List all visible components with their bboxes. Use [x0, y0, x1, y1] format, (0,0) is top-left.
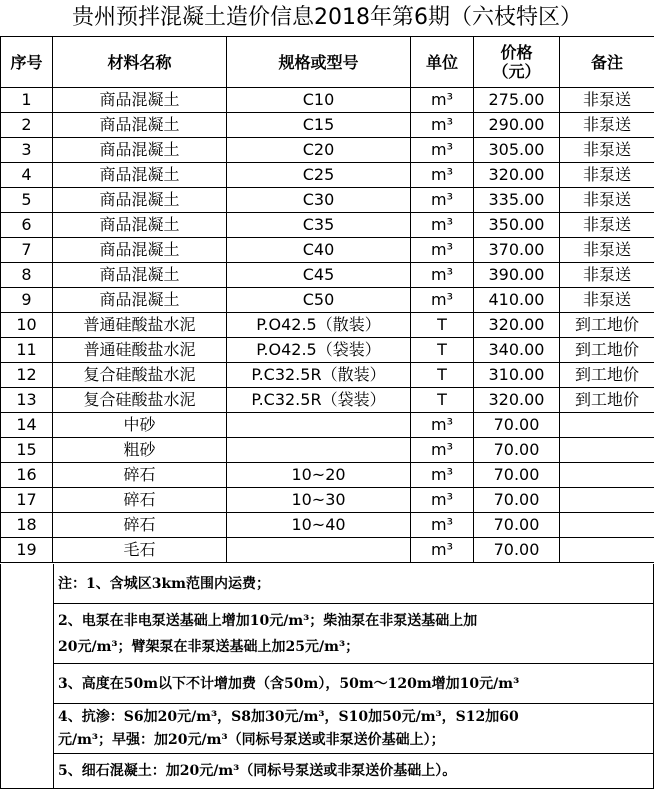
- table-row: [1, 188, 654, 213]
- cell-price: 370.00: [474, 238, 560, 263]
- header-unit: 单位: [411, 37, 474, 88]
- header-price-line1: 价格: [500, 43, 533, 62]
- cell-price: 350.00: [474, 213, 560, 238]
- note-1: [54, 564, 653, 604]
- cell-name: 毛石: [53, 538, 227, 563]
- note-4-line2: 元/m³；早强：加20元/m³（同标号泵送或非泵送价基础上）；: [58, 732, 445, 748]
- cell-price: 70.00: [474, 463, 560, 488]
- header-remark: 备注: [560, 37, 654, 88]
- cell-no: 8: [1, 263, 53, 288]
- cell-no: 12: [1, 363, 53, 388]
- cell-spec: P.O42.5（散装）: [227, 313, 411, 338]
- cell-unit: m³: [411, 138, 474, 163]
- table-row: [1, 513, 654, 538]
- cell-name: 商品混凝土: [53, 238, 227, 263]
- cell-spec: 10~30: [227, 488, 411, 513]
- table-row: [1, 88, 654, 113]
- cell-price: 305.00: [474, 138, 560, 163]
- cell-remark: 非泵送: [560, 288, 654, 313]
- cell-unit: m³: [411, 113, 474, 138]
- table-row: [1, 313, 654, 338]
- cell-spec: 10~20: [227, 463, 411, 488]
- cell-remark: [560, 463, 654, 488]
- cell-no: 1: [1, 88, 53, 113]
- cell-unit: m³: [411, 513, 474, 538]
- table-body: [1, 88, 654, 563]
- cell-no: 11: [1, 338, 53, 363]
- cell-no: 6: [1, 213, 53, 238]
- cell-no: 9: [1, 288, 53, 313]
- cell-remark: 非泵送: [560, 138, 654, 163]
- cell-spec: C35: [227, 213, 411, 238]
- cell-name: 粗砂: [53, 438, 227, 463]
- cell-spec: P.C32.5R（散装）: [227, 363, 411, 388]
- cell-spec: [227, 538, 411, 563]
- cell-price: 290.00: [474, 113, 560, 138]
- cell-spec: C50: [227, 288, 411, 313]
- header-price-line2: （元）: [492, 62, 541, 81]
- cell-name: 商品混凝土: [53, 188, 227, 213]
- cell-remark: 到工地价: [560, 363, 654, 388]
- cell-remark: 非泵送: [560, 163, 654, 188]
- cell-remark: 非泵送: [560, 88, 654, 113]
- cell-spec: C10: [227, 88, 411, 113]
- cell-spec: [227, 438, 411, 463]
- note-2: [54, 604, 653, 664]
- note-1-text: 注：1、含城区3km范围内运费；: [58, 576, 270, 592]
- table-header-row: [1, 37, 654, 88]
- cell-spec: P.C32.5R（袋装）: [227, 388, 411, 413]
- cell-remark: 非泵送: [560, 238, 654, 263]
- cell-name: 碎石: [53, 513, 227, 538]
- cell-remark: 非泵送: [560, 263, 654, 288]
- cell-no: 7: [1, 238, 53, 263]
- cell-price: 390.00: [474, 263, 560, 288]
- cell-unit: m³: [411, 188, 474, 213]
- note-2-line2: 20元/m³；臂架泵在非泵送基础上加25元/m³；: [58, 639, 360, 655]
- cell-spec: C45: [227, 263, 411, 288]
- cell-spec: 10~40: [227, 513, 411, 538]
- page-title: 贵州预拌混凝土造价信息2018年第6期（六枝特区）: [72, 5, 582, 30]
- cell-remark: 非泵送: [560, 113, 654, 138]
- cell-no: 16: [1, 463, 53, 488]
- table-row: [1, 488, 654, 513]
- cell-price: 335.00: [474, 188, 560, 213]
- cell-price: 320.00: [474, 388, 560, 413]
- cell-price: 410.00: [474, 288, 560, 313]
- cell-remark: [560, 538, 654, 563]
- table-row: [1, 138, 654, 163]
- cell-price: 310.00: [474, 363, 560, 388]
- cell-unit: T: [411, 363, 474, 388]
- cell-unit: m³: [411, 288, 474, 313]
- table-row: [1, 463, 654, 488]
- cell-no: 18: [1, 513, 53, 538]
- table-row: [1, 338, 654, 363]
- price-table: [0, 36, 654, 563]
- cell-no: 10: [1, 313, 53, 338]
- cell-spec: C40: [227, 238, 411, 263]
- cell-no: 2: [1, 113, 53, 138]
- cell-unit: m³: [411, 163, 474, 188]
- cell-remark: [560, 513, 654, 538]
- cell-unit: T: [411, 313, 474, 338]
- cell-price: 320.00: [474, 313, 560, 338]
- cell-price: 70.00: [474, 513, 560, 538]
- cell-remark: 到工地价: [560, 338, 654, 363]
- note-5-text: 5、细石混凝土：加20元/m³（同标号泵送或非泵送价基础上）。: [58, 763, 457, 779]
- cell-unit: m³: [411, 463, 474, 488]
- cell-remark: 非泵送: [560, 188, 654, 213]
- cell-name: 普通硅酸盐水泥: [53, 313, 227, 338]
- note-3: [54, 664, 653, 704]
- table-row: [1, 363, 654, 388]
- note-3-text: 3、高度在50m以下不计增加费（含50m），50m～120m增加10元/m³: [58, 676, 520, 692]
- cell-name: 商品混凝土: [53, 113, 227, 138]
- cell-remark: [560, 438, 654, 463]
- cell-price: 70.00: [474, 488, 560, 513]
- cell-unit: m³: [411, 413, 474, 438]
- cell-spec: C30: [227, 188, 411, 213]
- header-no: 序号: [1, 37, 53, 88]
- table-row: [1, 413, 654, 438]
- cell-remark: [560, 413, 654, 438]
- table-row: [1, 538, 654, 563]
- notes-box: [53, 564, 653, 788]
- cell-price: 340.00: [474, 338, 560, 363]
- cell-name: 商品混凝土: [53, 263, 227, 288]
- cell-remark: 非泵送: [560, 213, 654, 238]
- header-price: [474, 37, 560, 88]
- cell-unit: m³: [411, 213, 474, 238]
- cell-name: 碎石: [53, 488, 227, 513]
- cell-price: 70.00: [474, 538, 560, 563]
- cell-name: 商品混凝土: [53, 88, 227, 113]
- header-spec: 规格或型号: [227, 37, 411, 88]
- cell-spec: C15: [227, 113, 411, 138]
- cell-name: 复合硅酸盐水泥: [53, 388, 227, 413]
- cell-price: 70.00: [474, 438, 560, 463]
- cell-price: 70.00: [474, 413, 560, 438]
- table-row: [1, 213, 654, 238]
- table-row: [1, 238, 654, 263]
- cell-remark: 到工地价: [560, 388, 654, 413]
- cell-unit: m³: [411, 238, 474, 263]
- cell-spec: P.O42.5（袋装）: [227, 338, 411, 363]
- cell-name: 碎石: [53, 463, 227, 488]
- cell-unit: m³: [411, 538, 474, 563]
- table-row: [1, 438, 654, 463]
- cell-price: 275.00: [474, 88, 560, 113]
- cell-spec: C25: [227, 163, 411, 188]
- cell-no: 13: [1, 388, 53, 413]
- cell-unit: T: [411, 338, 474, 363]
- cell-spec: [227, 413, 411, 438]
- cell-unit: m³: [411, 88, 474, 113]
- cell-name: 商品混凝土: [53, 288, 227, 313]
- cell-no: 19: [1, 538, 53, 563]
- table-row: [1, 288, 654, 313]
- cell-name: 中砂: [53, 413, 227, 438]
- cell-no: 17: [1, 488, 53, 513]
- cell-no: 15: [1, 438, 53, 463]
- cell-price: 320.00: [474, 163, 560, 188]
- cell-name: 商品混凝土: [53, 163, 227, 188]
- notes-section: [0, 564, 654, 789]
- cell-unit: m³: [411, 263, 474, 288]
- cell-remark: [560, 488, 654, 513]
- table-row: [1, 388, 654, 413]
- note-2-line1: 2、电泵在非电泵送基础上增加10元/m³；柴油泵在非泵送基础上加: [58, 613, 478, 629]
- cell-unit: m³: [411, 438, 474, 463]
- cell-no: 5: [1, 188, 53, 213]
- cell-name: 复合硅酸盐水泥: [53, 363, 227, 388]
- table-row: [1, 263, 654, 288]
- cell-name: 商品混凝土: [53, 138, 227, 163]
- note-4-line1: 4、抗渗：S6加20元/m³，S8加30元/m³，S10加50元/m³，S12加60: [58, 709, 519, 725]
- cell-no: 14: [1, 413, 53, 438]
- table-row: [1, 163, 654, 188]
- cell-remark: 到工地价: [560, 313, 654, 338]
- cell-spec: C20: [227, 138, 411, 163]
- cell-no: 3: [1, 138, 53, 163]
- table-row: [1, 113, 654, 138]
- note-4: [54, 704, 653, 754]
- cell-name: 普通硅酸盐水泥: [53, 338, 227, 363]
- header-name: 材料名称: [53, 37, 227, 88]
- cell-unit: m³: [411, 488, 474, 513]
- cell-name: 商品混凝土: [53, 213, 227, 238]
- cell-unit: T: [411, 388, 474, 413]
- cell-no: 4: [1, 163, 53, 188]
- note-5: [54, 754, 653, 788]
